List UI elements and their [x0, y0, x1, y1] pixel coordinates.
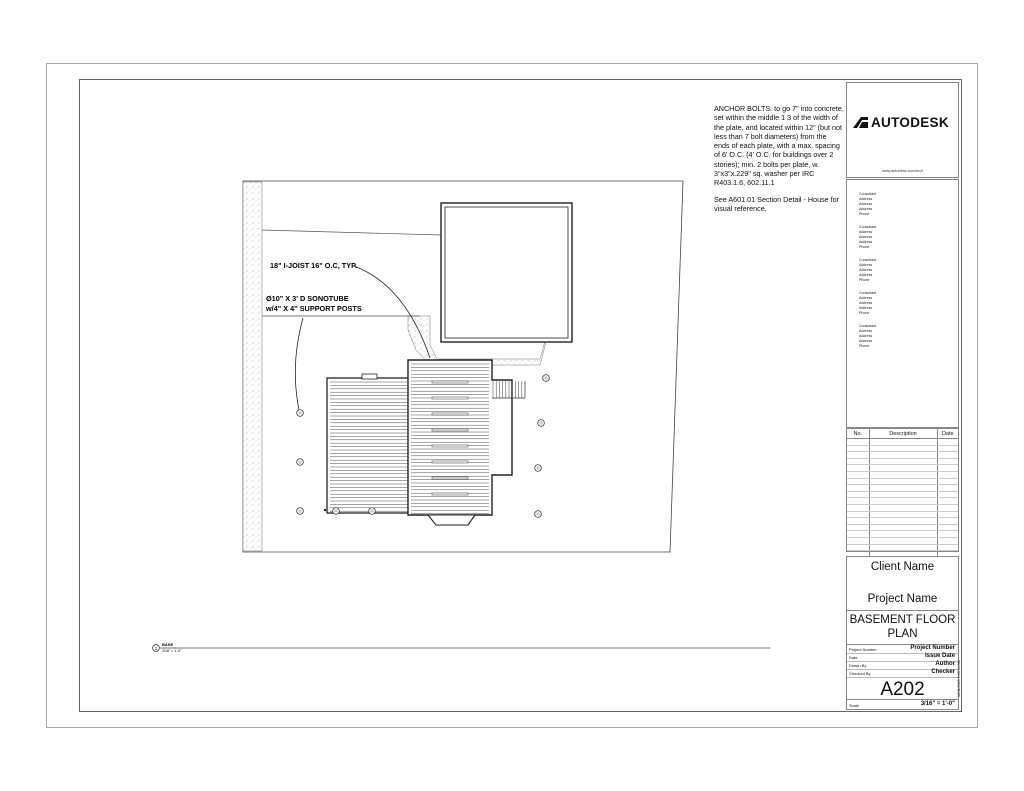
sonotube-pier — [535, 465, 542, 472]
sonotube-label-line1: Ø10" X 3' D SONOTUBE — [266, 294, 349, 303]
consultant-line: Address — [859, 197, 873, 202]
revision-row — [847, 465, 958, 472]
consultant-line: Address — [859, 207, 873, 212]
revision-row — [847, 458, 958, 465]
info-row-drawn-by: Drawn By Author — [847, 661, 958, 670]
anchor-bolts-note: ANCHOR BOLTS: to go 7" into concrete, set within the middle 1 3 of the width of the plate, and located within 12" (but not less than 7 bolt diameters) from the ends of each plate, with a max. spacing of 6' O.C. (4' O.C. for buildings over 2 stories); min. 2 bolts per plate, w. 3"x3"x.229" sq. washer per IRC R403.1.6, 602.11.1 — [714, 104, 844, 188]
consultant-line: Phone — [859, 344, 870, 349]
wall-line — [262, 230, 441, 235]
revision-row — [847, 504, 958, 511]
left-wing — [327, 378, 411, 513]
general-notes — [714, 104, 844, 220]
consultant-line: Address — [859, 329, 873, 334]
consultant-line: Address — [859, 268, 873, 273]
sonotube-pier — [297, 459, 304, 466]
consultant-title: Consultant — [859, 225, 877, 229]
revision-row — [847, 485, 958, 492]
sonotube-pier — [543, 375, 550, 382]
revision-table — [847, 429, 958, 571]
revision-row — [847, 544, 958, 551]
revision-row — [847, 445, 958, 452]
bay-window — [428, 515, 475, 525]
consultant-line: Phone — [859, 311, 870, 316]
consultant-title: Consultant — [859, 324, 877, 328]
logo-text: AUTODESK — [871, 115, 949, 130]
revision-row — [847, 531, 958, 538]
consultant-line: Address — [859, 296, 873, 301]
sonotube-pier — [369, 508, 376, 515]
revision-row — [847, 478, 958, 485]
autodesk-logo — [853, 115, 949, 130]
sheet-title-box — [846, 610, 959, 646]
logo-url: www.autodesk.com/revit — [882, 169, 923, 173]
consultant-line: Phone — [859, 212, 870, 217]
sonotube-pier — [297, 508, 304, 515]
sonotube-pier — [333, 508, 340, 515]
consultant-line: Address — [859, 202, 873, 207]
consultant-line: Address — [859, 306, 873, 311]
joist-marker — [432, 445, 468, 447]
consultant-line: Phone — [859, 245, 870, 250]
revision-row — [847, 524, 958, 531]
joist-marker — [432, 461, 468, 463]
consultant-entry — [859, 192, 876, 217]
rev-header-description: Description — [869, 429, 937, 439]
info-row-date: Date Issue Date — [847, 653, 958, 662]
consultant-line: Address — [859, 235, 873, 240]
client-name: Client Name — [870, 561, 935, 573]
consultant-line: Phone — [859, 278, 870, 283]
rev-header-no: No. — [847, 429, 869, 439]
view-name: BASE — [162, 642, 174, 647]
consultant-title: Consultant — [859, 258, 877, 262]
revision-row — [847, 491, 958, 498]
consultant-line: Address — [859, 263, 873, 268]
scale-row: Scale 3/16" = 1'-0" — [847, 699, 958, 709]
sonotube-pier — [538, 420, 545, 427]
sonotube-leader — [295, 318, 303, 410]
info-row-checked-by: Checked By Checker — [847, 669, 958, 678]
revision-row — [847, 471, 958, 478]
garage-outer — [441, 203, 572, 342]
consultant-entry — [859, 225, 876, 250]
autodesk-logo-icon — [853, 117, 868, 128]
sheet-number: A202 — [880, 679, 925, 700]
joist-marker — [432, 477, 468, 479]
section-detail-note: See A601.01 Section Detail - House for visual reference. — [714, 194, 840, 213]
consultant-entry — [859, 324, 876, 349]
consultant-line: Address — [859, 273, 873, 278]
consultant-title: Consultant — [859, 192, 877, 196]
revision-row — [847, 452, 958, 459]
sonotube-label-line2: w/4" X 4" SUPPORT POSTS — [266, 304, 362, 313]
title-block — [845, 80, 961, 711]
small-dot — [324, 509, 326, 511]
info-row-project-number: Project Number Project Number — [847, 645, 958, 654]
view-scale: 3/16" = 1'-0" — [162, 649, 182, 653]
sonotube-pier — [297, 410, 304, 417]
joist-marker — [432, 413, 468, 415]
sheet-info-box — [846, 644, 959, 710]
revision-row — [847, 439, 958, 446]
rev-header-date: Date — [937, 429, 958, 439]
revision-row — [847, 537, 958, 544]
joist-marker — [432, 429, 468, 431]
revision-schedule — [846, 428, 959, 552]
consultant-line: Address — [859, 240, 873, 245]
project-name: Project Name — [867, 593, 938, 605]
revision-row — [847, 498, 958, 505]
sonotube-pier — [535, 511, 542, 518]
consultant-line: Address — [859, 334, 873, 339]
consultant-title: Consultant — [859, 291, 877, 295]
consultant-line: Address — [859, 339, 873, 344]
print-date: 12/11/2025 5:03:34 AM — [957, 660, 961, 697]
logo-box — [846, 82, 959, 178]
consultant-entry — [859, 291, 876, 316]
foundation-left-strip — [243, 182, 262, 551]
revision-row — [847, 518, 958, 525]
view-number: 1 — [154, 646, 158, 651]
joist-label: 18" I-JOIST 16" O.C, TYP. — [270, 261, 358, 270]
consultant-line: Address — [859, 301, 873, 306]
joist-marker — [432, 381, 468, 383]
top-bump — [362, 374, 377, 379]
joist-marker — [432, 397, 468, 399]
revision-row — [847, 511, 958, 518]
consultant-entry — [859, 258, 876, 283]
sheet-title: BASEMENT FLOOR PLAN — [849, 614, 956, 640]
consultants-box — [846, 179, 959, 428]
consultant-line: Address — [859, 230, 873, 235]
joist-marker — [432, 493, 468, 495]
